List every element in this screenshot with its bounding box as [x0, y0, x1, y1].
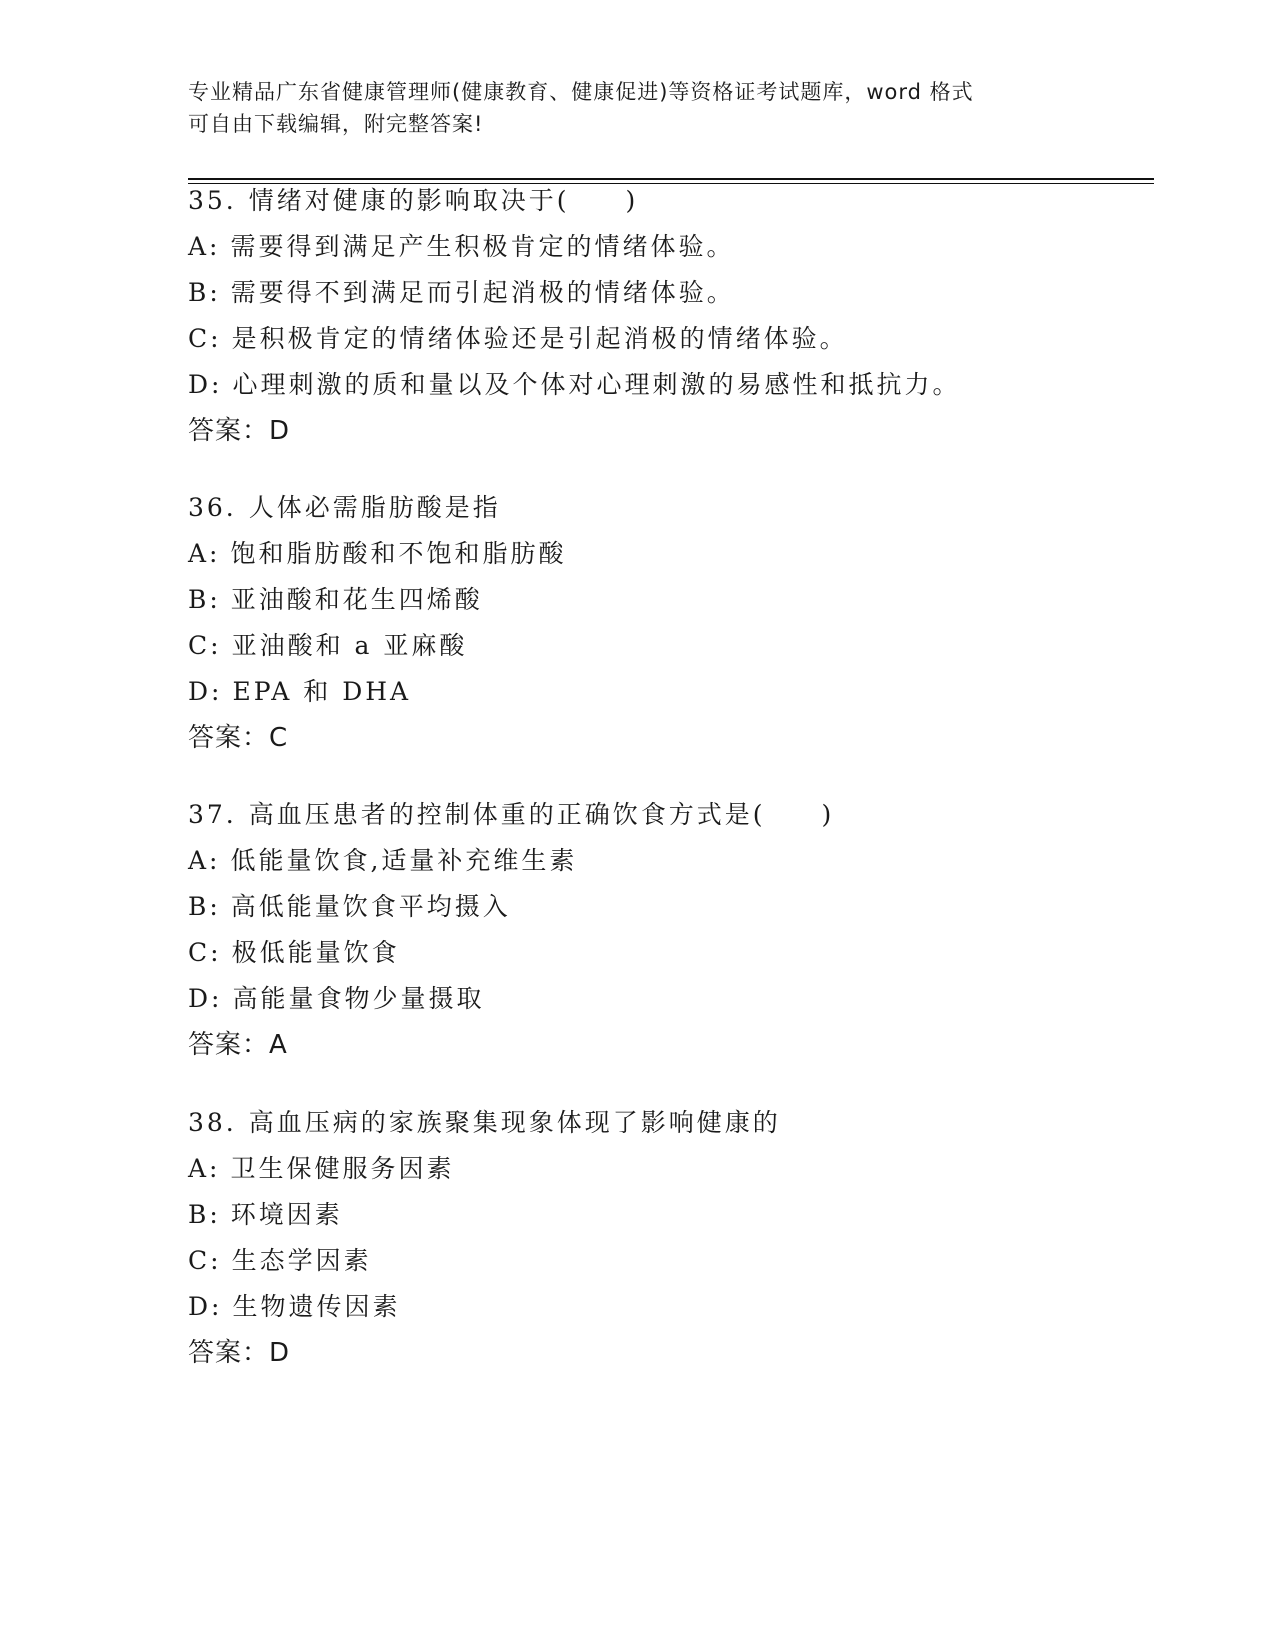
option-d	[188, 976, 1188, 1022]
option-c	[188, 623, 1188, 669]
option-key: C:	[188, 1246, 222, 1275]
option-a	[188, 838, 1188, 884]
option-b	[188, 884, 1188, 930]
question-text: 情绪对健康的影响取决于( )	[248, 186, 639, 215]
question-stem	[188, 792, 1188, 838]
header-line-2: 可自由下载编辑，附完整答案!	[188, 112, 484, 136]
option-key: B:	[188, 892, 221, 921]
option-text: 亚油酸和 a 亚麻酸	[231, 631, 468, 660]
option-text: 低能量饮食,适量补充维生素	[230, 846, 578, 875]
option-a	[188, 531, 1188, 577]
option-key: C:	[188, 938, 222, 967]
option-text: 需要得到满足产生积极肯定的情绪体验。	[230, 232, 735, 261]
answer-line: 答案：D	[188, 416, 291, 446]
option-text: 是积极肯定的情绪体验还是引起消极的情绪体验。	[231, 324, 848, 353]
document-header	[188, 76, 1088, 140]
option-key: B:	[188, 1200, 221, 1229]
question-stem	[188, 1100, 1188, 1146]
option-key: D:	[188, 984, 223, 1013]
option-a	[188, 224, 1188, 270]
question-37	[188, 792, 1188, 1068]
option-a	[188, 1146, 1188, 1192]
option-text: 亚油酸和花生四烯酸	[230, 585, 483, 614]
option-text: 心理刺激的质和量以及个体对心理刺激的易感性和抵抗力。	[232, 370, 961, 399]
option-key: C:	[188, 631, 222, 660]
option-d	[188, 362, 1188, 408]
option-text: 高低能量饮食平均摄入	[230, 892, 511, 921]
answer-line: 答案：C	[188, 723, 289, 753]
option-text: 卫生保健服务因素	[230, 1154, 455, 1183]
option-text: 生态学因素	[231, 1246, 372, 1275]
question-text: 高血压病的家族聚集现象体现了影响健康的	[248, 1108, 781, 1137]
option-key: D:	[188, 677, 223, 706]
answer-line: 答案：D	[188, 1338, 291, 1368]
option-b	[188, 577, 1188, 623]
question-35	[188, 178, 1188, 454]
question-text: 高血压患者的控制体重的正确饮食方式是( )	[248, 800, 835, 829]
option-key: C:	[188, 324, 222, 353]
option-key: A:	[188, 232, 221, 261]
option-c	[188, 930, 1188, 976]
question-number: 37.	[188, 800, 237, 829]
question-number: 35.	[188, 186, 237, 215]
option-key: A:	[188, 846, 221, 875]
option-text: 饱和脂肪酸和不饱和脂肪酸	[230, 539, 567, 568]
option-c	[188, 1238, 1188, 1284]
question-stem	[188, 178, 1188, 224]
option-key: A:	[188, 539, 221, 568]
option-c	[188, 316, 1188, 362]
option-text: EPA 和 DHA	[232, 677, 412, 706]
option-b	[188, 1192, 1188, 1238]
question-36	[188, 485, 1188, 761]
option-b	[188, 270, 1188, 316]
question-number: 36.	[188, 493, 237, 522]
option-text: 极低能量饮食	[231, 938, 400, 967]
question-38	[188, 1100, 1188, 1376]
question-stem	[188, 485, 1188, 531]
option-d	[188, 1284, 1188, 1330]
option-key: D:	[188, 1292, 223, 1321]
option-text: 需要得不到满足而引起消极的情绪体验。	[230, 278, 735, 307]
option-text: 生物遗传因素	[232, 1292, 401, 1321]
question-number: 38.	[188, 1108, 237, 1137]
option-key: A:	[188, 1154, 221, 1183]
option-d	[188, 669, 1188, 715]
option-text: 高能量食物少量摄取	[232, 984, 485, 1013]
option-text: 环境因素	[230, 1200, 343, 1229]
answer-line: 答案：A	[188, 1030, 288, 1060]
option-key: B:	[188, 585, 221, 614]
option-key: D:	[188, 370, 223, 399]
question-text: 人体必需脂肪酸是指	[248, 493, 501, 522]
header-line-1: 专业精品广东省健康管理师(健康教育、健康促进)等资格证考试题库，word 格式	[188, 80, 974, 104]
option-key: B:	[188, 278, 221, 307]
